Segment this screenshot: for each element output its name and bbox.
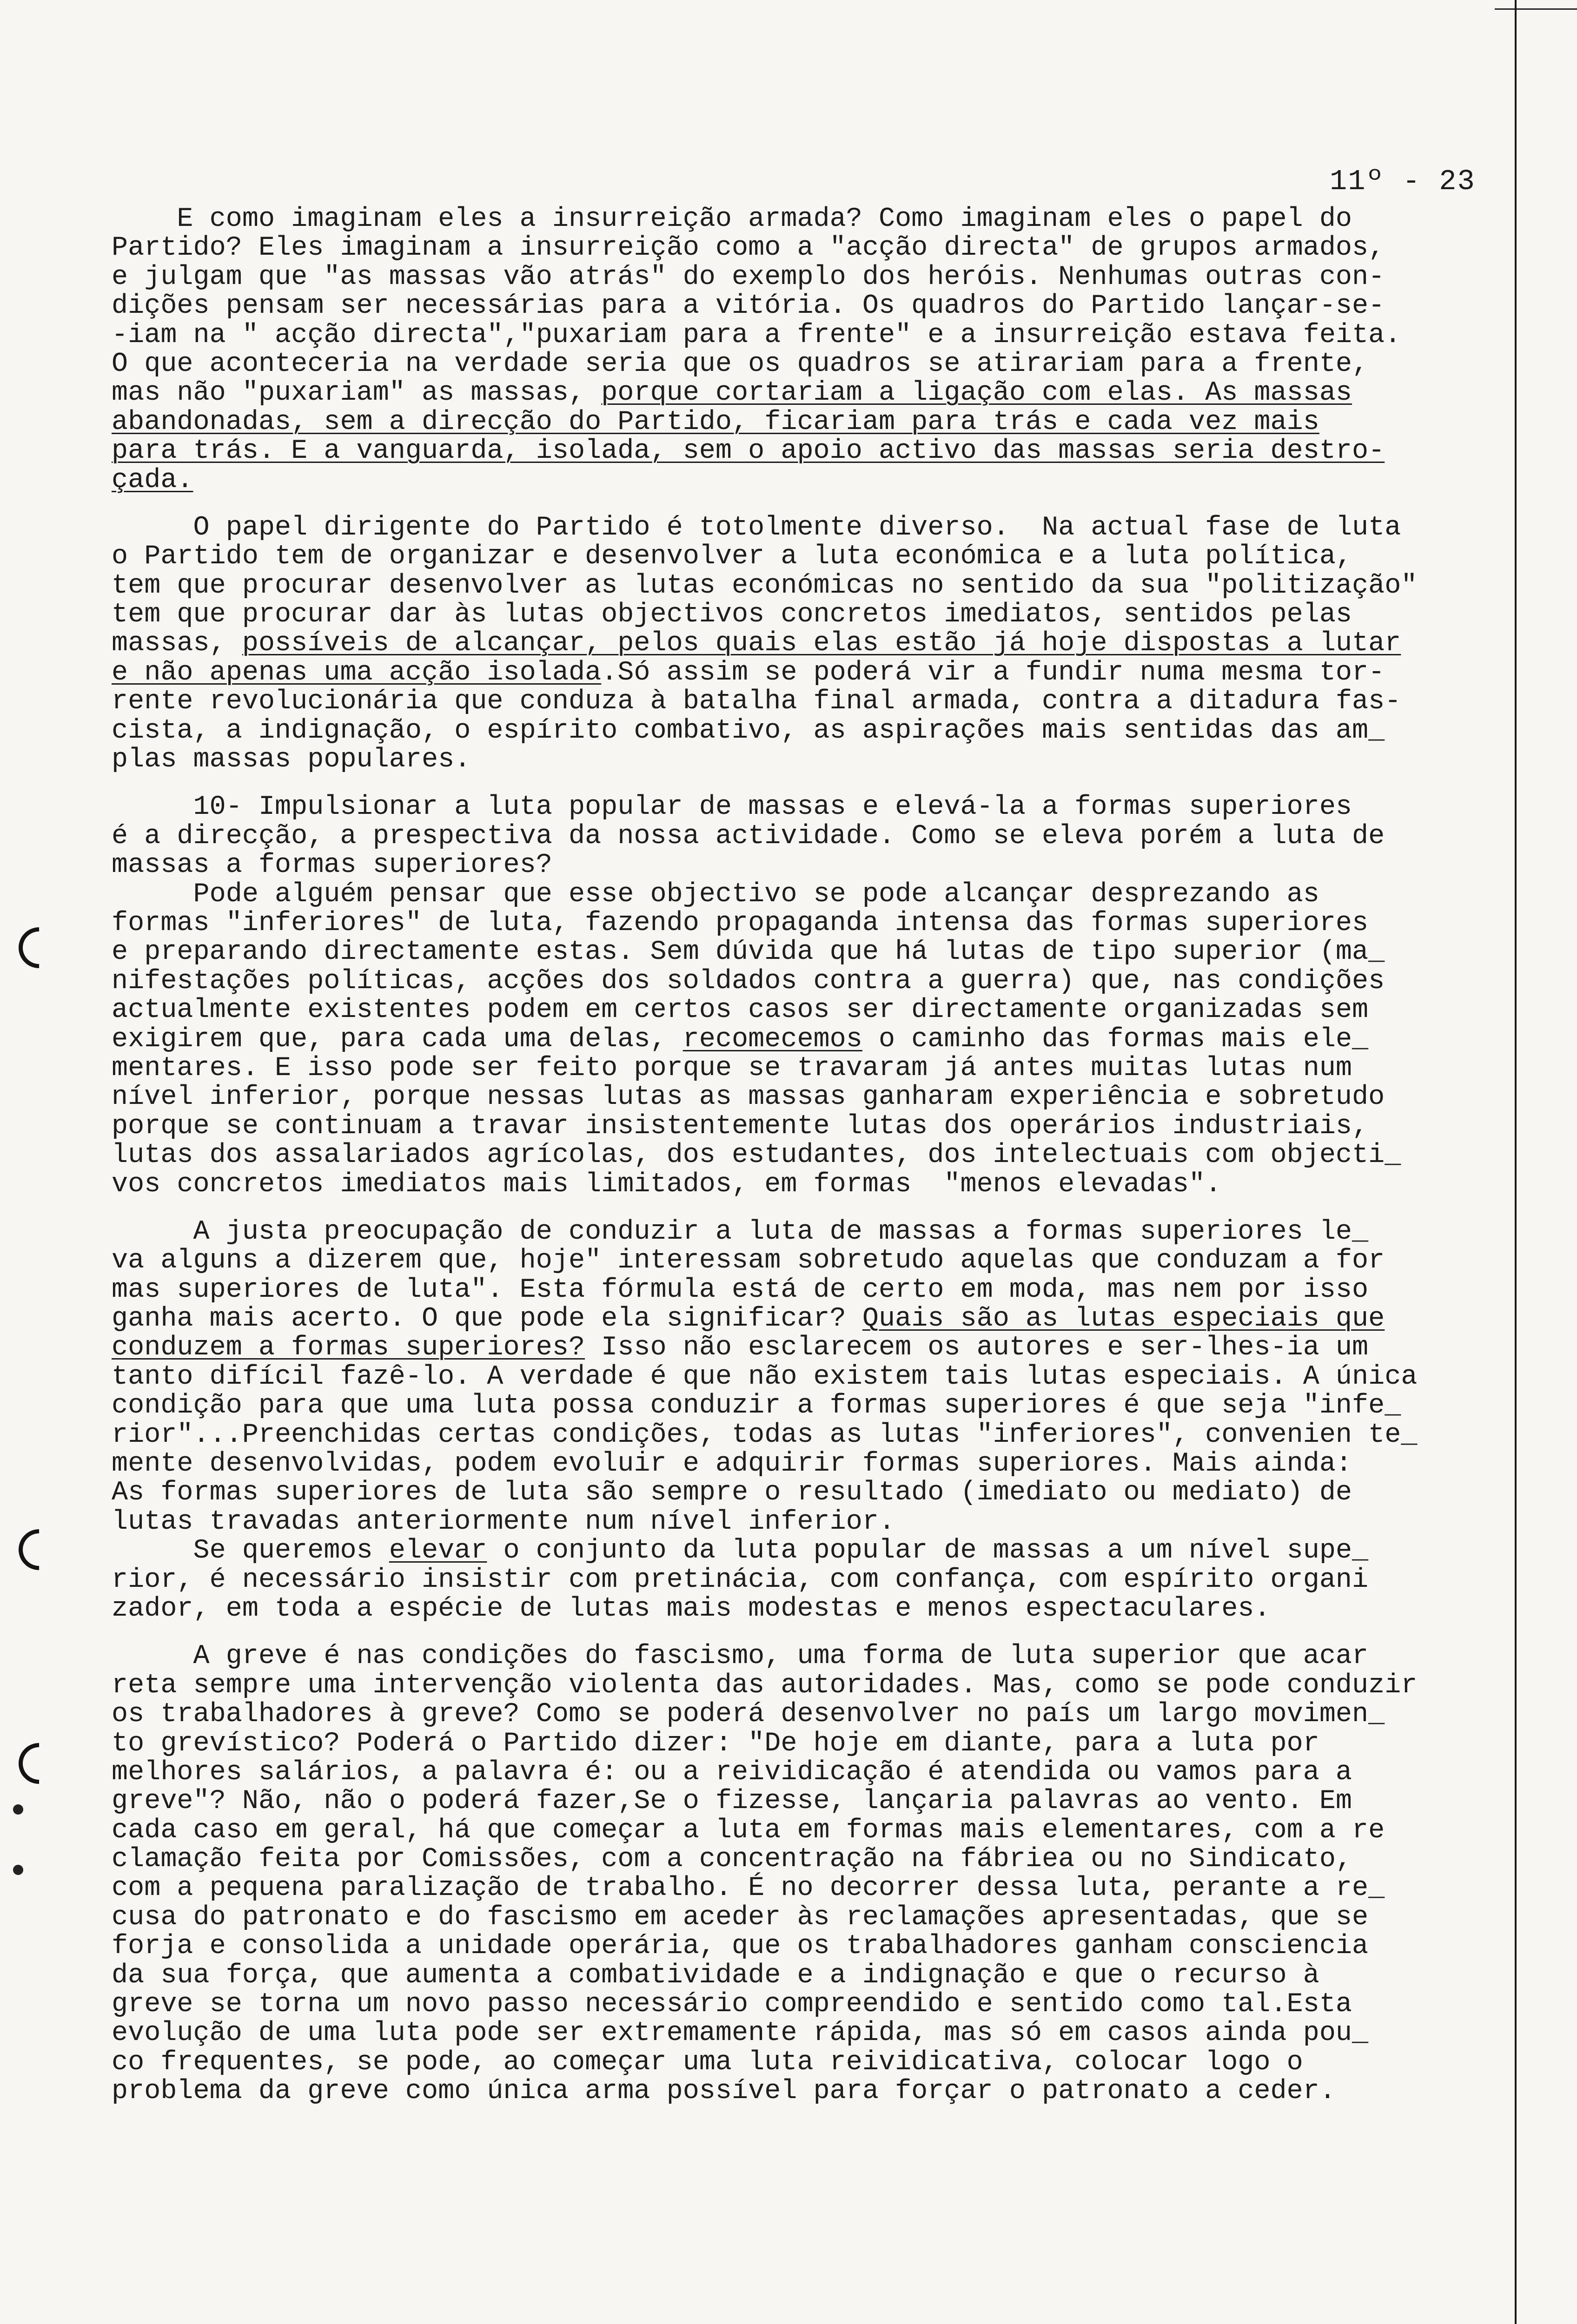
text-line xyxy=(112,571,1511,600)
text-run: condição para que uma luta possa conduzir a formas superiores é que seja "infe_ xyxy=(112,1390,1401,1421)
text-line xyxy=(112,1594,1511,1623)
text-line xyxy=(112,408,1511,436)
text-run: Pode alguém pensar que esse objectivo se pode alcançar desprezando as xyxy=(112,878,1319,910)
text-line xyxy=(112,600,1511,629)
text-run: Se queremos xyxy=(112,1535,389,1566)
text-run: ganha mais acerto. O que pode ela significar? xyxy=(112,1303,862,1334)
text-line xyxy=(112,1507,1511,1536)
text-run: e preparando directamente estas. Sem dúvida que há lutas de tipo superior (ma_ xyxy=(112,936,1385,968)
text-run: A greve é nas condições do fascismo, uma forma de luta superior que acar xyxy=(112,1640,1369,1672)
text-line xyxy=(112,378,1511,407)
text-line xyxy=(112,1671,1511,1700)
text-line xyxy=(112,1874,1511,1902)
text-run: tem que procurar desenvolver as lutas económicas no sentido da sua "politização" xyxy=(112,569,1418,601)
text-run: vos concretos imediatos mais limitados, em formas "menos elevadas". xyxy=(112,1168,1222,1200)
text-line xyxy=(112,1025,1511,1054)
text-line xyxy=(112,1729,1511,1758)
text-line xyxy=(112,1112,1511,1141)
text-line xyxy=(112,716,1511,745)
text-line xyxy=(112,542,1511,571)
text-line xyxy=(112,967,1511,996)
text-run: mente desenvolvidas, podem evoluir e adquirir formas superiores. Mais ainda: xyxy=(112,1448,1352,1479)
text-line xyxy=(112,1246,1511,1275)
text-run: greve"? Não, não o poderá fazer,Se o fizesse, lançaria palavras ao vento. Em xyxy=(112,1785,1352,1817)
text-line xyxy=(112,2048,1511,2077)
paragraph-p2 xyxy=(112,513,1511,774)
underlined-text: e não apenas uma acção isolada xyxy=(112,656,602,688)
text-line xyxy=(112,629,1511,658)
text-line xyxy=(112,1478,1511,1507)
text-line xyxy=(112,996,1511,1024)
text-run: exigirem que, para cada uma delas, xyxy=(112,1023,683,1055)
text-run: As formas superiores de luta são sempre o resultado (imediato ou mediato) de xyxy=(112,1477,1352,1508)
underlined-text: possíveis de alcançar, pelos quais elas estão já hoje dispostas a lutar xyxy=(242,627,1401,659)
text-run: nível inferior, porque nessas lutas as massas ganharam experiência e sobretudo xyxy=(112,1081,1385,1113)
top-corner-mark xyxy=(1495,8,1577,10)
binder-hole-mark xyxy=(10,1521,68,1578)
text-line xyxy=(112,1217,1511,1246)
text-line xyxy=(112,851,1511,879)
text-run: cusa do patronato e do fascismo em aceder às reclamações apresentadas, que se xyxy=(112,1901,1369,1933)
text-line xyxy=(112,1700,1511,1729)
text-run: e julgam que "as massas vão atrás" do exemplo dos heróis. Nenhumas outras con- xyxy=(112,261,1385,292)
text-line xyxy=(112,745,1511,774)
text-run: rente revolucionária que conduza à batalha final armada, contra a ditadura fas- xyxy=(112,686,1401,717)
text-run: lutas dos assalariados agrícolas, dos estudantes, dos intelectuais com objecti_ xyxy=(112,1139,1401,1171)
text-run: rior"...Preenchidas certas condições, todas as lutas "inferiores", convenien te_ xyxy=(112,1419,1418,1450)
text-run: cada caso em geral, há que começar a luta em formas mais elementares, com a re xyxy=(112,1814,1385,1846)
text-run: va alguns a dizerem que, hoje" interessam sobretudo aquelas que conduzam a for xyxy=(112,1245,1385,1276)
text-run: .Só assim se poderá vir a fundir numa mesma tor- xyxy=(601,656,1385,688)
text-line xyxy=(112,909,1511,938)
text-run: Partido? Eles imaginam a insurreição como a "acção directa" de grupos armados, xyxy=(112,232,1385,264)
text-run: problema da greve como única arma possível para forçar o patronato a ceder. xyxy=(112,2075,1336,2107)
ink-dot xyxy=(13,1804,23,1815)
text-line xyxy=(112,350,1511,378)
text-run: é a direcção, a prespectiva da nossa actividade. Como se eleva porém a luta de xyxy=(112,820,1385,852)
text-line xyxy=(112,822,1511,851)
paragraph-p1 xyxy=(112,205,1511,495)
text-run: porque se continuam a travar insistentemente lutas dos operários industriais, xyxy=(112,1110,1369,1142)
text-run: Isso não esclarecem os autores e ser-lhes-ia um xyxy=(585,1332,1369,1363)
text-line xyxy=(112,1990,1511,2019)
text-run: tanto difícil fazê-lo. A verdade é que não existem tais lutas especiais. A única xyxy=(112,1360,1418,1392)
text-line xyxy=(112,291,1511,320)
text-run: massas a formas superiores? xyxy=(112,849,552,881)
text-line xyxy=(112,1275,1511,1304)
text-run: O que aconteceria na verdade seria que os quadros se atirariam para a frente, xyxy=(112,348,1369,379)
page-number: 11º - 23 xyxy=(1330,165,1476,198)
underlined-text: elevar xyxy=(389,1535,487,1566)
text-line xyxy=(112,513,1511,542)
text-run: to grevístico? Poderá o Partido dizer: "De hoje em diante, para a luta por xyxy=(112,1727,1319,1759)
text-run: 10- Impulsionar a luta popular de massas e elevá-la a formas superiores xyxy=(112,791,1352,823)
text-run: o conjunto da luta popular de massas a um nível supe_ xyxy=(487,1535,1369,1566)
text-line xyxy=(112,1362,1511,1391)
text-line xyxy=(112,263,1511,291)
paragraph-gap xyxy=(112,774,1511,792)
text-run: mentares. E isso pode ser feito porque se travaram já antes muitas lutas num xyxy=(112,1052,1352,1083)
text-line xyxy=(112,2077,1511,2106)
text-line xyxy=(112,1141,1511,1169)
paragraph-p4 xyxy=(112,1217,1511,1623)
text-line xyxy=(112,1642,1511,1670)
text-line xyxy=(112,938,1511,966)
paragraph-gap xyxy=(112,1623,1511,1642)
text-run: os trabalhadores à greve? Como se poderá desenvolver no país um largo movimen_ xyxy=(112,1698,1385,1730)
text-run: co frequentes, se pode, ao começar uma luta reividicativa, colocar logo o xyxy=(112,2046,1303,2078)
text-run: mas superiores de luta". Esta fórmula está de certo em moda, mas nem por isso xyxy=(112,1274,1369,1305)
paragraph-p3 xyxy=(112,792,1511,1198)
paragraph-gap xyxy=(112,495,1511,513)
text-line xyxy=(112,1170,1511,1199)
text-run: da sua força, que aumenta a combatividade e a indignação e que o recurso à xyxy=(112,1959,1319,1991)
text-run: A justa preocupação de conduzir a luta de massas a formas superiores le_ xyxy=(112,1215,1369,1247)
text-run: reta sempre uma intervenção violenta das autoridades. Mas, como se pode conduzir xyxy=(112,1669,1418,1701)
text-run: com a pequena paralização de trabalho. É no decorrer dessa luta, perante a re_ xyxy=(112,1872,1385,1904)
text-line xyxy=(112,1903,1511,1932)
text-line xyxy=(112,658,1511,687)
text-run: o caminho das formas mais ele_ xyxy=(862,1023,1369,1055)
text-line xyxy=(112,1536,1511,1565)
text-run: massas, xyxy=(112,627,242,659)
text-run: mas não "puxariam" as massas, xyxy=(112,377,602,409)
text-run: -iam na " acção directa","puxariam para a frente" e a insurreição estava feita. xyxy=(112,319,1401,350)
text-run: forja e consolida a unidade operária, que os trabalhadores ganham consciencia xyxy=(112,1930,1369,1962)
underlined-text: para trás. E a vanguarda, isolada, sem o apoio activo das massas seria destro- xyxy=(112,435,1385,467)
underlined-text: Quais são as lutas especiais que xyxy=(862,1303,1385,1334)
text-run: greve se torna um novo passo necessário compreendido e sentido como tal.Esta xyxy=(112,1988,1352,2020)
text-run: melhores salários, a palavra é: ou a reividicação é atendida ou vamos para a xyxy=(112,1756,1352,1788)
text-line xyxy=(112,1391,1511,1420)
underlined-text: recomecemos xyxy=(682,1023,862,1055)
text-line xyxy=(112,687,1511,716)
text-run: evolução de uma luta pode ser extremamente rápida, mas só em casos ainda pou_ xyxy=(112,2017,1369,2049)
text-run: dições pensam ser necessárias para a vitória. Os quadros do Partido lançar-se- xyxy=(112,290,1385,322)
text-line xyxy=(112,1565,1511,1594)
text-line xyxy=(112,1932,1511,1961)
text-run: E como imaginam eles a insurreição armada? Como imaginam eles o papel do xyxy=(112,203,1352,234)
text-line xyxy=(112,1449,1511,1478)
right-margin-rule xyxy=(1515,0,1517,2324)
text-line xyxy=(112,205,1511,233)
text-run: zador, em toda a espécie de lutas mais modestas e menos espectaculares. xyxy=(112,1592,1271,1624)
text-line xyxy=(112,1845,1511,1874)
text-run: rior, é necessário insistir com pretinácia, com confança, com espírito organi xyxy=(112,1564,1369,1595)
text-line xyxy=(112,880,1511,909)
text-run: formas "inferiores" de luta, fazendo propaganda intensa das formas superiores xyxy=(112,907,1369,938)
text-line xyxy=(112,321,1511,350)
text-line xyxy=(112,792,1511,821)
text-line xyxy=(112,1333,1511,1362)
text-line xyxy=(112,1054,1511,1083)
binder-hole-mark xyxy=(10,1735,68,1792)
underlined-text: porque cortariam a ligação com elas. As massas xyxy=(601,377,1352,409)
underlined-text: conduzem a formas superiores? xyxy=(112,1332,585,1363)
underlined-text: abandonadas, sem a direcção do Partido, ficariam para trás e cada vez mais xyxy=(112,406,1319,437)
text-run: lutas travadas anteriormente num nível inferior. xyxy=(112,1505,895,1537)
paragraph-p5 xyxy=(112,1642,1511,2106)
text-run: plas massas populares. xyxy=(112,744,471,775)
text-run: clamação feita por Comissões, com a concentração na fábriea ou no Sindicato, xyxy=(112,1843,1352,1875)
text-line xyxy=(112,1787,1511,1816)
text-line xyxy=(112,1758,1511,1787)
text-line xyxy=(112,1304,1511,1333)
binder-hole-mark xyxy=(10,919,68,977)
paragraph-gap xyxy=(112,1199,1511,1217)
text-line xyxy=(112,233,1511,262)
text-run: cista, a indignação, o espírito combativo, as aspirações mais sentidas das am_ xyxy=(112,714,1385,746)
text-run: o Partido tem de organizar e desenvolver a luta económica e a luta política, xyxy=(112,541,1352,572)
text-run: nifestações políticas, acções dos soldados contra a guerra) que, nas condições xyxy=(112,965,1385,997)
ink-dot xyxy=(13,1865,23,1875)
text-run: O papel dirigente do Partido é totolmente diverso. Na actual fase de luta xyxy=(112,511,1401,543)
underlined-text: çada. xyxy=(112,464,193,495)
text-line xyxy=(112,1420,1511,1449)
text-line xyxy=(112,2019,1511,2047)
text-line xyxy=(112,1961,1511,1990)
text-line xyxy=(112,436,1511,465)
text-line xyxy=(112,1816,1511,1845)
body-text xyxy=(112,205,1511,2106)
text-line xyxy=(112,466,1511,495)
text-line xyxy=(112,1083,1511,1111)
text-run: actualmente existentes podem em certos casos ser directamente organizadas sem xyxy=(112,994,1369,1026)
text-run: tem que procurar dar às lutas objectivos concretos imediatos, sentidos pelas xyxy=(112,599,1352,630)
